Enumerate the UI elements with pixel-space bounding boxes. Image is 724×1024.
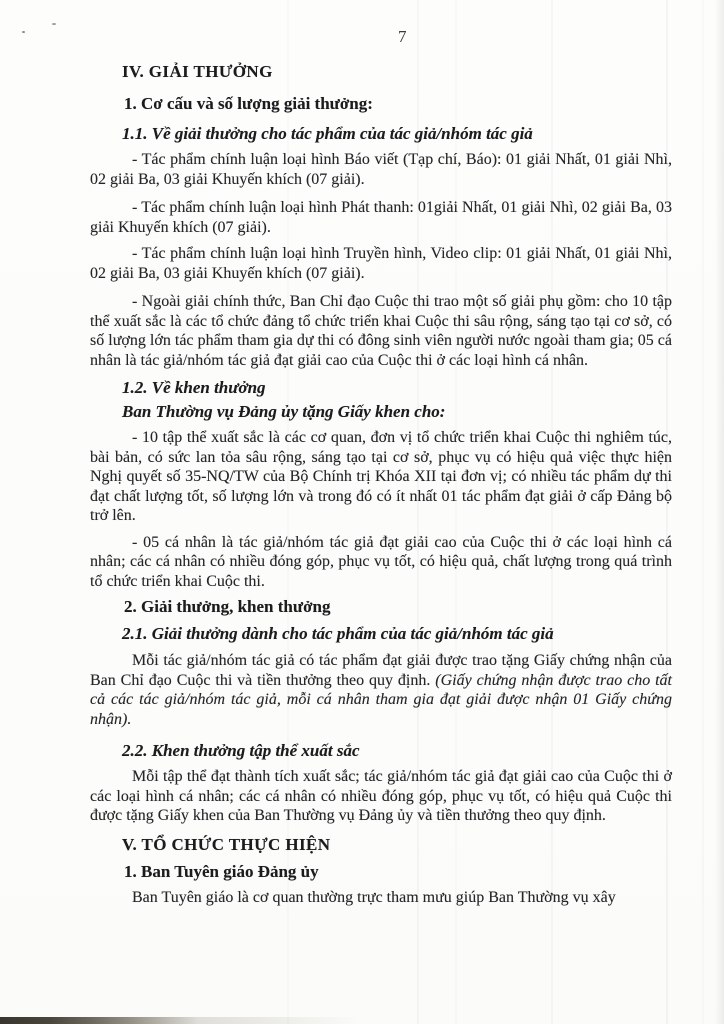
heading-structure-quantity: 1. Cơ cấu và số lượng giải thưởng: <box>124 94 373 113</box>
heading-prizes-commendation: 2. Giải thưởng, khen thưởng <box>124 597 331 616</box>
paragraph-five-individuals: - 05 cá nhân là tác giả/nhóm tác giả đạt giải cao của Cuộc thi ở các loại hình cá nhân; các cá nhân có nhiều đóng góp, phục vụ tốt, có hiệu quả, chất lượng trong quá trình tổ chức triển khai Cuộc thi. <box>90 533 672 590</box>
scan-edge-shadow <box>715 0 724 1024</box>
section-heading-awards: IV. GIẢI THƯỞNG <box>122 62 273 81</box>
paragraph-tv-video-awards: - Tác phẩm chính luận loại hình Truyền hình, Video clip: 01 giải Nhất, 01 giải Nhì, 02 giải Ba, 03 giải Khuyến khích (07 giải). <box>90 245 672 282</box>
heading-awards-for-works: 1.1. Về giải thưởng cho tác phẩm của tác giả/nhóm tác giả <box>122 124 533 143</box>
scan-bottom-bar <box>0 1017 360 1024</box>
heading-commendation: 1.2. Về khen thưởng <box>122 378 266 397</box>
paragraph-ten-collectives: - 10 tập thể xuất sắc là các cơ quan, đơn vị tổ chức triển khai Cuộc thi nghiêm túc, bài bản, có sức lan tỏa sâu rộng, sáng tạo tại cơ sở, phục vụ có hiệu quả việc thực hiện Nghị quyết số 35-NQ/TW của Bộ Chính trị Khóa XII tại đơn vị; có nhiều tác phẩm dự thi đạt chất lượng tốt, số lượng lớn và trong đó có ít nhất 01 tác phẩm đạt giải ở cấp Đảng bộ trở lên. <box>90 429 672 524</box>
paragraph-run-italic: (Giấy chứng nhận được trao cho tất cả các tác giả/nhóm tác giả, mỗi cá nhân tham gia đạt giải được nhận 01 Giấy chứng nhận). <box>90 671 672 728</box>
scan-speck <box>52 23 56 25</box>
page-number: 7 <box>398 27 407 46</box>
scan-streak <box>702 0 704 1024</box>
paragraph-additional-prizes: - Ngoài giải chính thức, Ban Chỉ đạo Cuộc thi trao một số giải phụ gồm: cho 10 tập thể xuất sắc là các tổ chức đảng tổ chức triển khai Cuộc thi sâu rộng, sáng tạo tại cơ sở, có số lượng lớn tác phẩm tham gia dự thi có đông sinh viên người nước ngoài tham gia; 05 cá nhân là tác giả/nhóm tác giả đạt giải cao của Cuộc thi ở các loại hình cá nhân. <box>90 293 672 369</box>
section-heading-implementation: V. TỔ CHỨC THỰC HIỆN <box>122 834 331 854</box>
paragraph-propaganda-board-role: Ban Tuyên giáo là cơ quan thường trực tham mưu giúp Ban Thường vụ xây <box>132 888 616 906</box>
paragraph-radio-awards: - Tác phẩm chính luận loại hình Phát thanh: 01giải Nhất, 01 giải Nhì, 02 giải Ba, 03 giải Khuyến khích (07 giải). <box>90 199 672 236</box>
paragraph-certificate-policy <box>90 651 672 729</box>
paragraph-run-normal: Mỗi tác giả/nhóm tác giả có tác phẩm đạt giải được trao tặng Giấy chứng nhận của Ban Chỉ đạo Cuộc thi và tiền thưởng theo quy định. <box>90 652 672 689</box>
paragraph-collective-commendation-detail: Mỗi tập thể đạt thành tích xuất sắc; tác giả/nhóm tác giả đạt giải cao của Cuộc thi ở các loại hình cá nhân; các cá nhân có nhiều đóng góp, phục vụ tốt, có hiệu quả Cuộc thi được tặng Giấy khen của Ban Thường vụ Đảng ủy và tiền thưởng theo quy định. <box>90 768 672 824</box>
paragraph-print-press-awards: - Tác phẩm chính luận loại hình Báo viết (Tạp chí, Báo): 01 giải Nhất, 01 giải Nhì, 02 giải Ba, 03 giải Khuyến khích (07 giải). <box>90 151 672 188</box>
heading-prizes-for-works: 2.1. Giải thưởng dành cho tác phẩm của tác giả/nhóm tác giả <box>122 624 554 643</box>
heading-collective-commendation: 2.2. Khen thưởng tập thể xuất sắc <box>122 741 360 760</box>
scan-speck <box>22 31 25 33</box>
heading-propaganda-board: 1. Ban Tuyên giáo Đảng ủy <box>124 861 319 881</box>
heading-standing-committee-certificates: Ban Thường vụ Đảng ủy tặng Giấy khen cho: <box>122 402 446 421</box>
page-content <box>90 60 672 907</box>
